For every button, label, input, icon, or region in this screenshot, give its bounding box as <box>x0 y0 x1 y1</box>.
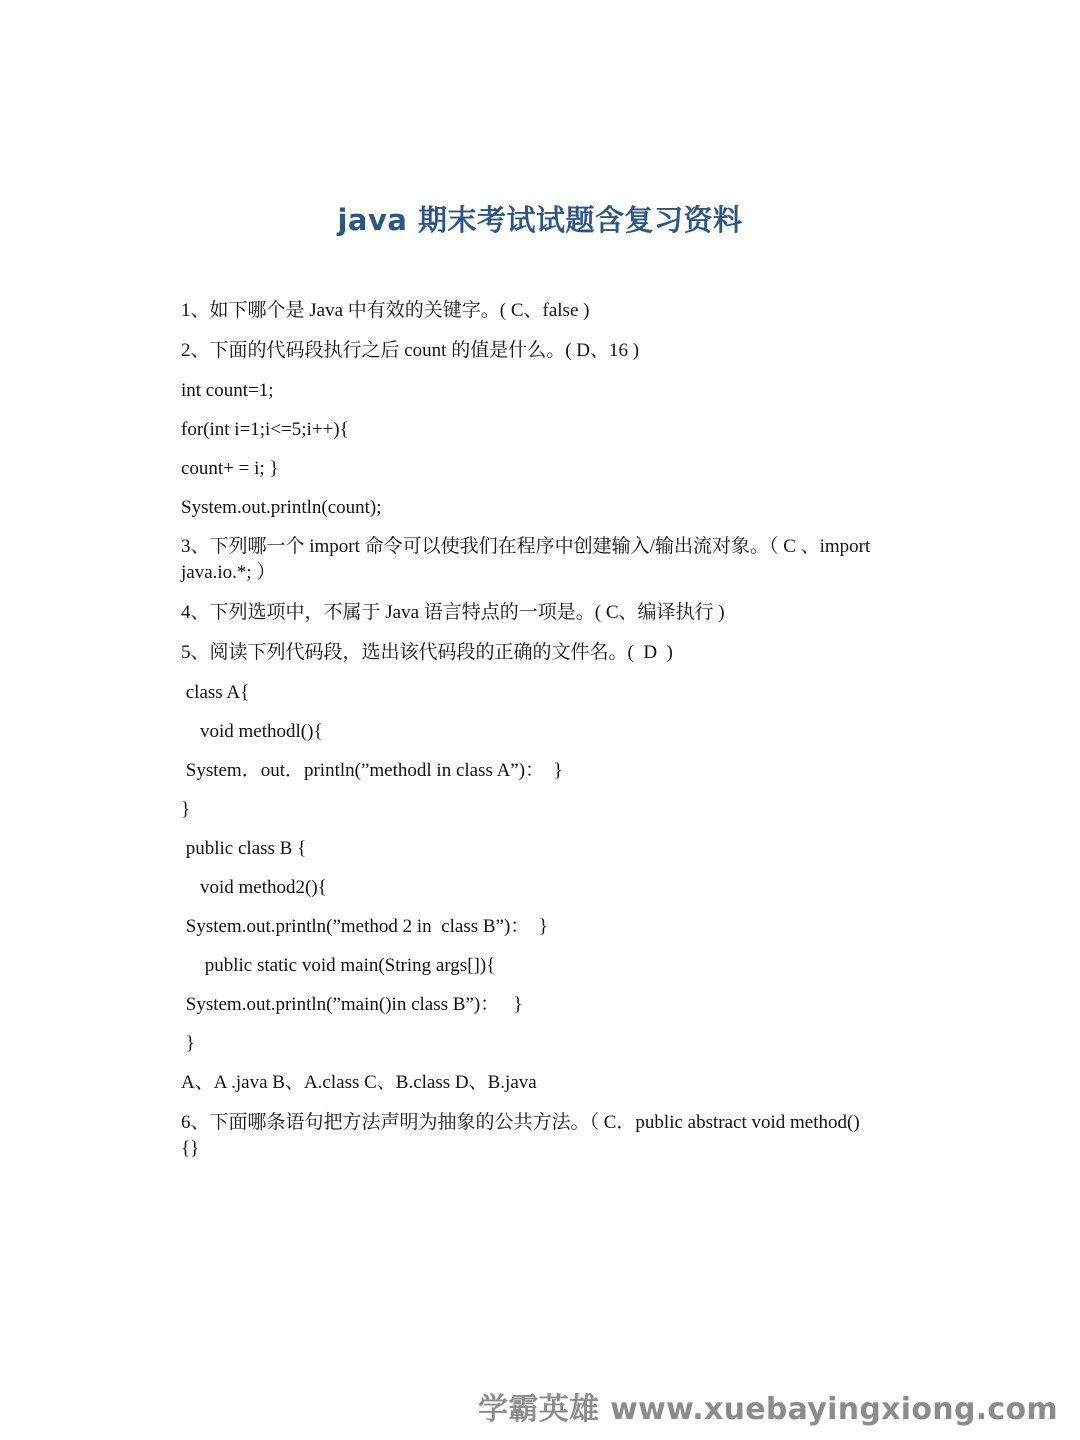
code-line: void methodl(){ <box>181 721 323 742</box>
question-line: 6、下面哪条语句把方法声明为抽象的公共方法。（ C．public abstract void method(){} <box>181 1112 860 1159</box>
code-line: System.out.println(”main()in class B”)： } <box>181 994 523 1015</box>
question-line: 5、阅读下列代码段，选出该代码段的正确的文件名。( D ) <box>181 642 673 663</box>
code-line: System.out.println(”method 2 in class B”)： } <box>181 916 548 937</box>
watermark: 学霸英雄 www.xuebayingxiong.com <box>478 1392 1058 1427</box>
code-line: } <box>181 799 191 820</box>
question-line: 4、下列选项中，不属于 Java 语言特点的一项是。( C、编译执行 ) <box>181 602 725 623</box>
question-line: 1、如下哪个是 Java 中有效的关键字。( C、false ) <box>181 300 590 321</box>
question-line: 2、下面的代码段执行之后 count 的值是什么。( D、16 ) <box>181 340 640 361</box>
code-line: public class B { <box>181 838 307 859</box>
document-body <box>181 298 876 1176</box>
code-line: System.out.println(count); <box>181 497 382 518</box>
code-line: } <box>181 1033 195 1054</box>
document-title: java 期末考试试题含复习资料 <box>337 203 743 237</box>
code-line: count+ = i; } <box>181 458 279 479</box>
code-line: int count=1; <box>181 380 274 401</box>
question-line: A、A .java B、A.class C、B.class D、B.java <box>181 1072 537 1093</box>
code-line: for(int i=1;i<=5;i++){ <box>181 419 349 440</box>
code-line: System．out．println(”methodl in class A”)： } <box>181 760 563 781</box>
code-line: class A{ <box>181 682 250 703</box>
code-line: public static void main(String args[]){ <box>181 955 496 976</box>
code-line: void method2(){ <box>181 877 327 898</box>
question-line: 3、下列哪一个 import 命令可以使我们在程序中创建输入/输出流对象。（ C 、import java.io.*; ） <box>181 536 876 583</box>
